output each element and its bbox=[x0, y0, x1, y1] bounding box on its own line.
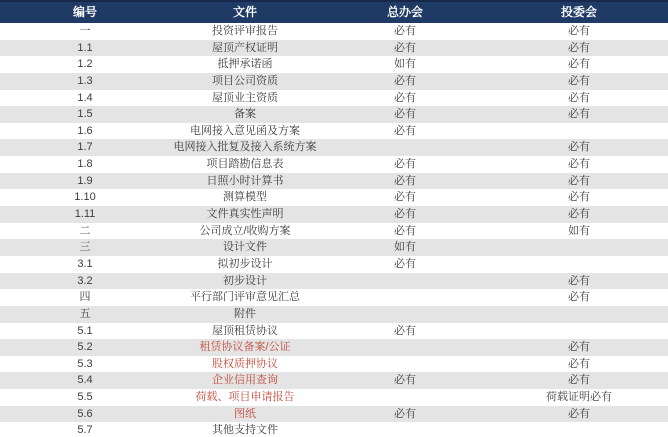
cell-investment-committee: 必有 bbox=[568, 274, 590, 287]
cell-investment-committee: 必有 bbox=[568, 41, 590, 54]
cell-number: 5.1 bbox=[77, 324, 93, 337]
column-header-number: 编号 bbox=[0, 1, 170, 23]
cell-investment-committee: 如有 bbox=[568, 224, 590, 237]
table-row bbox=[0, 372, 668, 389]
cell-investment-committee bbox=[490, 323, 668, 340]
cell-number: 三 bbox=[79, 241, 91, 254]
cell-number: 1.2 bbox=[77, 58, 93, 71]
cell-investment-committee: 荷载证明必有 bbox=[546, 391, 612, 404]
cell-number: 5.5 bbox=[77, 391, 93, 404]
cell-investment-committee bbox=[490, 306, 668, 323]
cell-investment-committee: 必有 bbox=[568, 74, 590, 87]
table-row bbox=[0, 106, 668, 123]
cell-general-office: 必有 bbox=[394, 407, 416, 420]
cell-file: 投资评审报告 bbox=[212, 25, 278, 37]
cell-file: 测算模型 bbox=[223, 191, 267, 204]
cell-general-office: 如有 bbox=[394, 241, 416, 254]
cell-general-office: 必有 bbox=[394, 191, 416, 204]
cell-file: 初步设计 bbox=[223, 274, 267, 287]
cell-file: 租赁协议备案/公证 bbox=[199, 341, 291, 354]
cell-file: 备案 bbox=[234, 108, 256, 121]
cell-general-office: 必有 bbox=[394, 257, 416, 270]
cell-file: 屋顶产权证明 bbox=[212, 41, 278, 54]
table-row bbox=[0, 223, 668, 240]
cell-number: 5.6 bbox=[77, 407, 93, 420]
cell-investment-committee: 必有 bbox=[568, 291, 590, 304]
cell-number: 一 bbox=[79, 25, 91, 37]
cell-file: 荷载、项目申请报告 bbox=[195, 391, 295, 404]
cell-general-office: 必有 bbox=[394, 25, 416, 37]
cell-investment-committee: 必有 bbox=[568, 141, 590, 154]
cell-file: 项目踏勘信息表 bbox=[206, 158, 284, 171]
column-header-file: 文件 bbox=[170, 1, 320, 23]
cell-investment-committee: 必有 bbox=[568, 25, 590, 37]
cell-number: 1.10 bbox=[74, 191, 96, 204]
cell-file: 项目公司资质 bbox=[212, 74, 278, 87]
cell-file: 附件 bbox=[234, 307, 256, 320]
cell-number: 1.7 bbox=[77, 141, 93, 154]
cell-number: 3.2 bbox=[77, 274, 93, 287]
cell-file: 屋顶业主资质 bbox=[212, 91, 278, 104]
cell-investment-committee: 必有 bbox=[568, 208, 590, 221]
column-header-investment-committee: 投委会 bbox=[490, 1, 668, 23]
table-row bbox=[0, 139, 668, 156]
column-header-general-office: 总办会 bbox=[320, 1, 490, 23]
table-row bbox=[0, 56, 668, 73]
cell-general-office: 必有 bbox=[394, 108, 416, 121]
cell-investment-committee bbox=[490, 256, 668, 273]
cell-general-office bbox=[320, 339, 490, 356]
cell-number: 5.7 bbox=[77, 424, 93, 437]
header-row bbox=[0, 1, 668, 23]
cell-investment-committee: 必有 bbox=[568, 158, 590, 171]
cell-general-office: 必有 bbox=[394, 224, 416, 237]
cell-file: 设计文件 bbox=[223, 241, 267, 254]
table-row bbox=[0, 90, 668, 107]
cell-investment-committee: 必有 bbox=[568, 91, 590, 104]
cell-file: 企业信用查询 bbox=[212, 374, 278, 387]
cell-general-office: 必有 bbox=[394, 208, 416, 221]
table-row bbox=[0, 73, 668, 90]
table-row bbox=[0, 123, 668, 140]
cell-general-office: 必有 bbox=[394, 174, 416, 187]
cell-number: 五 bbox=[79, 307, 91, 320]
table-row bbox=[0, 339, 668, 356]
cell-general-office bbox=[320, 306, 490, 323]
cell-file: 其他支持文件 bbox=[212, 424, 278, 437]
cell-general-office: 必有 bbox=[394, 324, 416, 337]
cell-number: 5.2 bbox=[77, 341, 93, 354]
cell-file: 抵押承诺函 bbox=[217, 58, 273, 71]
cell-general-office: 必有 bbox=[394, 41, 416, 54]
table-row bbox=[0, 306, 668, 323]
cell-number: 3.1 bbox=[77, 257, 93, 270]
cell-file: 公司成立/收购方案 bbox=[199, 224, 291, 237]
cell-file: 电网接入意见函及方案 bbox=[190, 124, 300, 137]
cell-file: 图纸 bbox=[234, 407, 256, 420]
cell-general-office bbox=[320, 422, 490, 437]
cell-investment-committee: 必有 bbox=[568, 191, 590, 204]
cell-investment-committee: 必有 bbox=[568, 341, 590, 354]
cell-general-office bbox=[320, 273, 490, 290]
cell-number: 5.4 bbox=[77, 374, 93, 387]
cell-number: 5.3 bbox=[77, 357, 93, 370]
cell-investment-committee bbox=[490, 123, 668, 140]
cell-file: 日照小时计算书 bbox=[206, 174, 284, 187]
cell-investment-committee: 必有 bbox=[568, 58, 590, 71]
cell-investment-committee: 必有 bbox=[568, 357, 590, 370]
table-row bbox=[0, 273, 668, 290]
cell-investment-committee: 必有 bbox=[568, 174, 590, 187]
cell-general-office: 必有 bbox=[394, 124, 416, 137]
cell-general-office bbox=[320, 139, 490, 156]
cell-number: 1.3 bbox=[77, 74, 93, 87]
cell-general-office bbox=[320, 356, 490, 373]
table-row bbox=[0, 422, 668, 437]
table-row bbox=[0, 356, 668, 373]
cell-number: 四 bbox=[79, 291, 91, 304]
table-row bbox=[0, 256, 668, 273]
cell-number: 二 bbox=[79, 224, 91, 237]
cell-investment-committee: 必有 bbox=[568, 407, 590, 420]
cell-number: 1.1 bbox=[77, 41, 93, 54]
cell-number: 1.4 bbox=[77, 91, 93, 104]
table-row bbox=[0, 406, 668, 423]
table-row bbox=[0, 239, 668, 256]
cell-investment-committee: 必有 bbox=[568, 374, 590, 387]
table-row bbox=[0, 23, 668, 40]
cell-number: 1.6 bbox=[77, 124, 93, 137]
cell-number: 1.5 bbox=[77, 108, 93, 121]
table-row bbox=[0, 189, 668, 206]
cell-general-office bbox=[320, 389, 490, 406]
cell-general-office: 必有 bbox=[394, 158, 416, 171]
cell-general-office: 必有 bbox=[394, 91, 416, 104]
cell-file: 屋顶租赁协议 bbox=[212, 324, 278, 337]
cell-general-office: 必有 bbox=[394, 74, 416, 87]
cell-general-office bbox=[320, 289, 490, 306]
table-row bbox=[0, 156, 668, 173]
cell-number: 1.9 bbox=[77, 174, 93, 187]
cell-number: 1.11 bbox=[74, 208, 96, 221]
cell-file: 平行部门评审意见汇总 bbox=[190, 291, 300, 304]
cell-general-office: 必有 bbox=[394, 374, 416, 387]
cell-file: 股权质押协议 bbox=[212, 357, 278, 370]
cell-number: 1.8 bbox=[77, 158, 93, 171]
cell-investment-committee bbox=[490, 239, 668, 256]
cell-file: 文件真实性声明 bbox=[206, 208, 284, 221]
table-row bbox=[0, 323, 668, 340]
table-row bbox=[0, 206, 668, 223]
cell-investment-committee bbox=[490, 422, 668, 437]
cell-file: 电网接入批复及接入系统方案 bbox=[173, 141, 317, 154]
cell-investment-committee: 必有 bbox=[568, 108, 590, 121]
table-row bbox=[0, 289, 668, 306]
cell-file: 拟初步设计 bbox=[217, 257, 273, 270]
cell-general-office: 如有 bbox=[394, 58, 416, 71]
table-row bbox=[0, 173, 668, 190]
table-row bbox=[0, 389, 668, 406]
table-body bbox=[0, 23, 668, 437]
table-row bbox=[0, 40, 668, 57]
